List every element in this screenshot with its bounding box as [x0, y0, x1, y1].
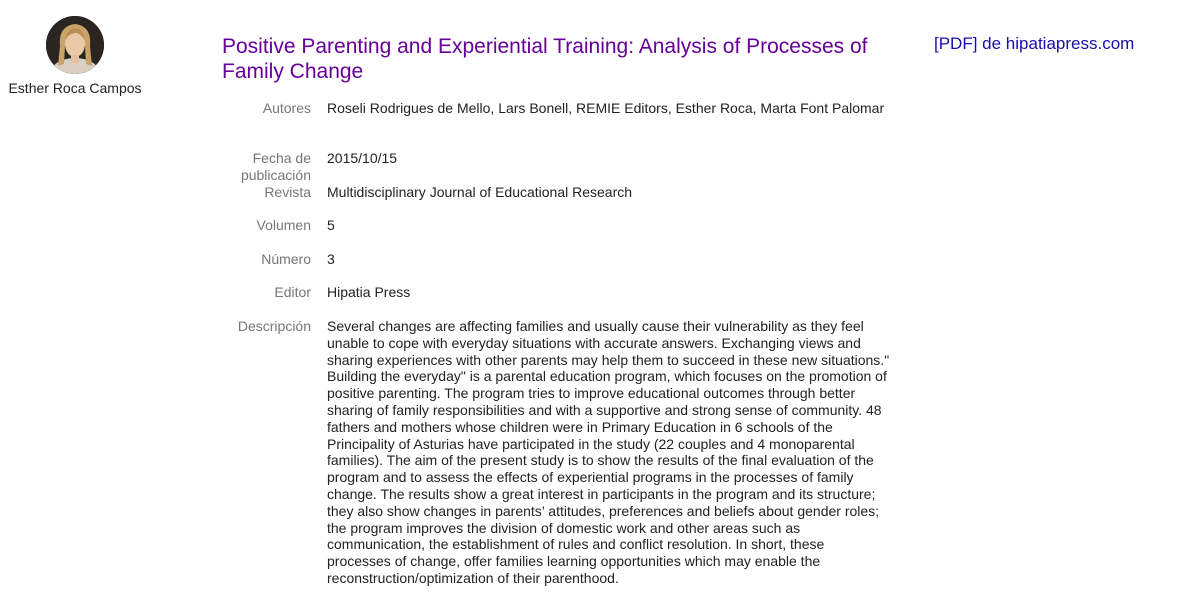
- field-value: Roseli Rodrigues de Mello, Lars Bonell, REMIE Editors, Esther Roca, Marta Font Palomar: [327, 100, 885, 116]
- field-value: Hipatia Press: [327, 284, 411, 300]
- field-label: Revista: [264, 184, 311, 200]
- field-value: 3: [327, 251, 335, 267]
- field-label: Autores: [262, 100, 311, 116]
- field-value: Multidisciplinary Journal of Educational Research: [327, 184, 633, 200]
- field-journal: [220, 184, 890, 217]
- field-volume: [220, 217, 890, 251]
- field-publication-date: [220, 150, 890, 184]
- profile-photo-icon: [46, 16, 104, 74]
- field-value: 2015/10/15: [327, 150, 398, 166]
- field-publisher: [220, 284, 890, 318]
- article-details: [220, 100, 890, 587]
- profile-name[interactable]: Esther Roca Campos: [8, 80, 142, 96]
- field-description: [220, 318, 890, 587]
- field-label: Editor: [274, 284, 311, 300]
- field-label: Fecha de publicación: [240, 150, 311, 183]
- avatar[interactable]: [46, 16, 104, 74]
- field-authors: [220, 100, 890, 150]
- field-label: Número: [261, 251, 311, 267]
- author-profile: [0, 16, 150, 96]
- field-value: Several changes are affecting families and usually cause their vulnerability as they feel unable to cope with everyday situations with accurate answers. Exchanging views and sharing experiences with other parents may help them to succeed in these new situations." Building the everyday" is a parental education program, which focuses on the promotion of positive parenting. The program tries to improve educational outcomes through better sharing of family responsibilities and with a supportive and strong sense of community. 48 fathers and mothers whose children were in Primary Education in 6 schools of the Principality of Asturias have participated in the study (22 couples and 4 monoparental families). The aim of the present study is to show the results of the final evaluation of the program and to assess the effects of experiential programs in the processes of family change. The results show a great interest in participants in the program and its structure; they also show changes in parents’ attitudes, preferences and beliefs about gender roles; the program improves the division of domestic work and other areas such as communication, the establishment of rules and conflict resolution. In short, these processes of change, offer families learning opportunities which may enable the reconstruction/optimization of their parenthood.: [327, 318, 890, 586]
- field-value: 5: [327, 217, 335, 233]
- pdf-download-link[interactable]: [PDF] de hipatiapress.com: [934, 34, 1135, 53]
- field-label: Descripción: [237, 318, 311, 334]
- field-issue: [220, 251, 890, 284]
- article-title-link[interactable]: Positive Parenting and Experiential Training: Analysis of Processes of Family Change: [222, 35, 868, 83]
- field-label: Volumen: [256, 217, 311, 233]
